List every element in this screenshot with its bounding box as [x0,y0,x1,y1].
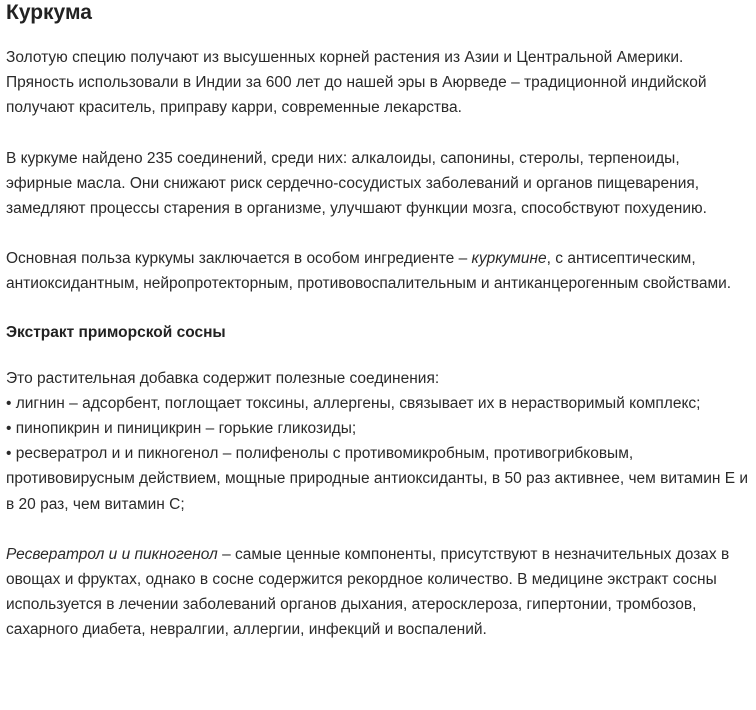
paragraph-compounds: В куркуме найдено 235 соединений, среди них: алкалоиды, сапонины, стеролы, терпеноиды, эфирные масла. Они снижают риск сердечно-сосудистых заболеваний и органов пищеварения, замедляют процессы старения в организме, улучшают функции мозга, способствуют похудению. [6,149,707,218]
list-item-lignin: • лигнин – адсорбент, поглощает токсины, аллергены, связывает их в нерастворимый комплекс; [6,394,701,412]
paragraph-curcumin [6,246,750,296]
paragraph-origin: Золотую специю получают из высушенных корней растения из Азии и Центральной Америки. Пряность использовали в Индии за 600 лет до нашей эры в Аюрведе – традиционной индийской получают краситель, приправу карри, современные лекарства. [6,49,707,117]
paragraph-resveratrol [6,542,750,643]
resveratrol-term: Ресвератрол и и пикногенол [6,545,218,563]
list-item-polyphenols: • ресвератрол и и пикногенол – полифенолы с противомикробным, противогрибковым, противовирусным действием, мощные природные антиоксиданты, в 50 раз активнее, чем витамин Е и в 20 раз, чем витамин С; [6,445,749,513]
list-intro: Это растительная добавка содержит полезные соединения: [6,369,440,387]
curcumin-text-after: , с антисептическим, антиоксидантным, нейропротекторным, противовоспалительным и антиканцерогенным свойствами. [6,250,732,293]
article-title: Куркума [6,1,92,24]
resveratrol-text: – самые ценные компоненты, присутствуют в незначительных дозах в овощах и фруктах, однако в сосне содержится рекордное количество. В медицине экстракт сосны используется в лечении заболеваний органов дыхания, атеросклероза, гипертонии, тромбозов, сахарного диабета, невралгии, аллергии, инфекций и воспалений. [6,545,730,639]
pine-extract-list [6,366,750,517]
section-heading-pine-extract: Экстракт приморской сосны [6,323,226,341]
list-item-glycosides: • пинопикрин и пиницикрин – горькие гликозиды; [6,420,357,438]
curcumin-text-before: Основная польза куркумы заключается в особом ингредиенте – [6,250,472,268]
curcumin-term: куркумине [471,250,547,268]
